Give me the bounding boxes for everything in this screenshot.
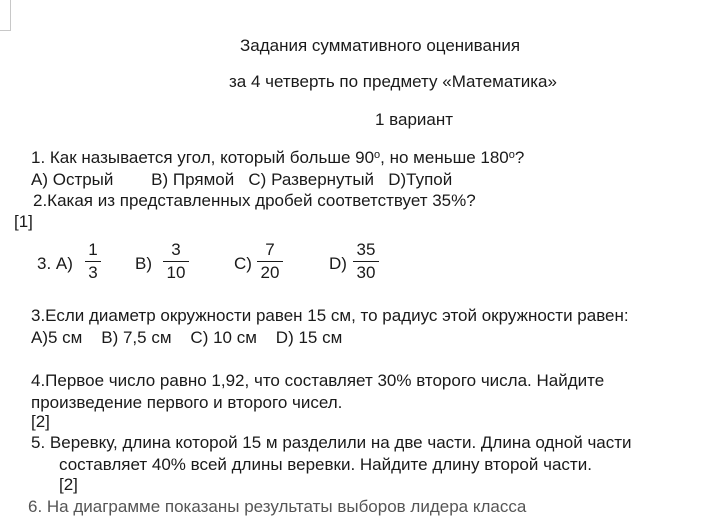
fraction-option-b-label: В) [135, 254, 152, 273]
fraction-option-a [85, 240, 101, 283]
fraction-numerator: 7 [265, 240, 275, 259]
fraction-option-a-label: 3. А) [37, 254, 73, 273]
question-1-text-middle: , но меньше 180 [380, 148, 509, 167]
question-4-line-1: 4.Первое число равно 1,92, что составляет 30% второго числа. Найдите [31, 371, 605, 390]
question-1-text [31, 148, 524, 168]
question-4-score: [2] [31, 412, 50, 431]
question-1-text-before: 1. Как называется угол, который больше 90 [31, 148, 375, 167]
question-5-line-1: 5. Веревку, длина которой 15 м разделили на две части. Длина одной части [31, 433, 632, 452]
fraction-denominator: 3 [88, 263, 98, 282]
question-2-score: [1] [14, 212, 33, 231]
fraction-option-d [353, 240, 379, 283]
degree-symbol: o [508, 149, 515, 161]
fraction-option-d-label: D) [329, 254, 347, 273]
fraction-option-c [257, 240, 283, 283]
title-line-2: за 4 четверть по предмету «Математика» [229, 72, 557, 91]
title-line-1: Задания суммативного оценивания [240, 36, 521, 55]
fraction-denominator: 30 [356, 263, 376, 282]
fraction-numerator: 3 [171, 240, 181, 259]
fraction-denominator: 10 [166, 263, 186, 282]
question-1-text-after: ? [514, 148, 525, 167]
question-6-partial: 6. На диаграмме показаны результаты выборов лидера класса [28, 497, 527, 516]
fraction-denominator: 20 [260, 263, 280, 282]
question-2-text: 2.Какая из представленных дробей соответствует 35%? [33, 191, 476, 210]
question-4-line-2: произведение первого и второго чисел. [31, 393, 343, 412]
fraction-numerator: 35 [356, 240, 376, 259]
question-5-line-2: составляет 40% всей длины веревки. Найдите длину второй части. [59, 455, 592, 474]
fraction-option-b [163, 240, 189, 283]
question-5-score: [2] [59, 475, 78, 494]
fraction-option-c-label: С) [234, 254, 252, 273]
fraction-numerator: 1 [88, 240, 98, 259]
question-1-options: А) Острый В) Прямой С) Развернутый D)Тупой [31, 170, 453, 189]
degree-symbol: o [374, 149, 381, 161]
question-3-options: А)5 см В) 7,5 см С) 10 см D) 15 см [31, 328, 343, 347]
question-3-text: 3.Если диаметр окружности равен 15 см, то радиус этой окружности равен: [31, 306, 629, 325]
variant-label: 1 вариант [375, 110, 454, 129]
page-corner-mark [0, 0, 11, 31]
